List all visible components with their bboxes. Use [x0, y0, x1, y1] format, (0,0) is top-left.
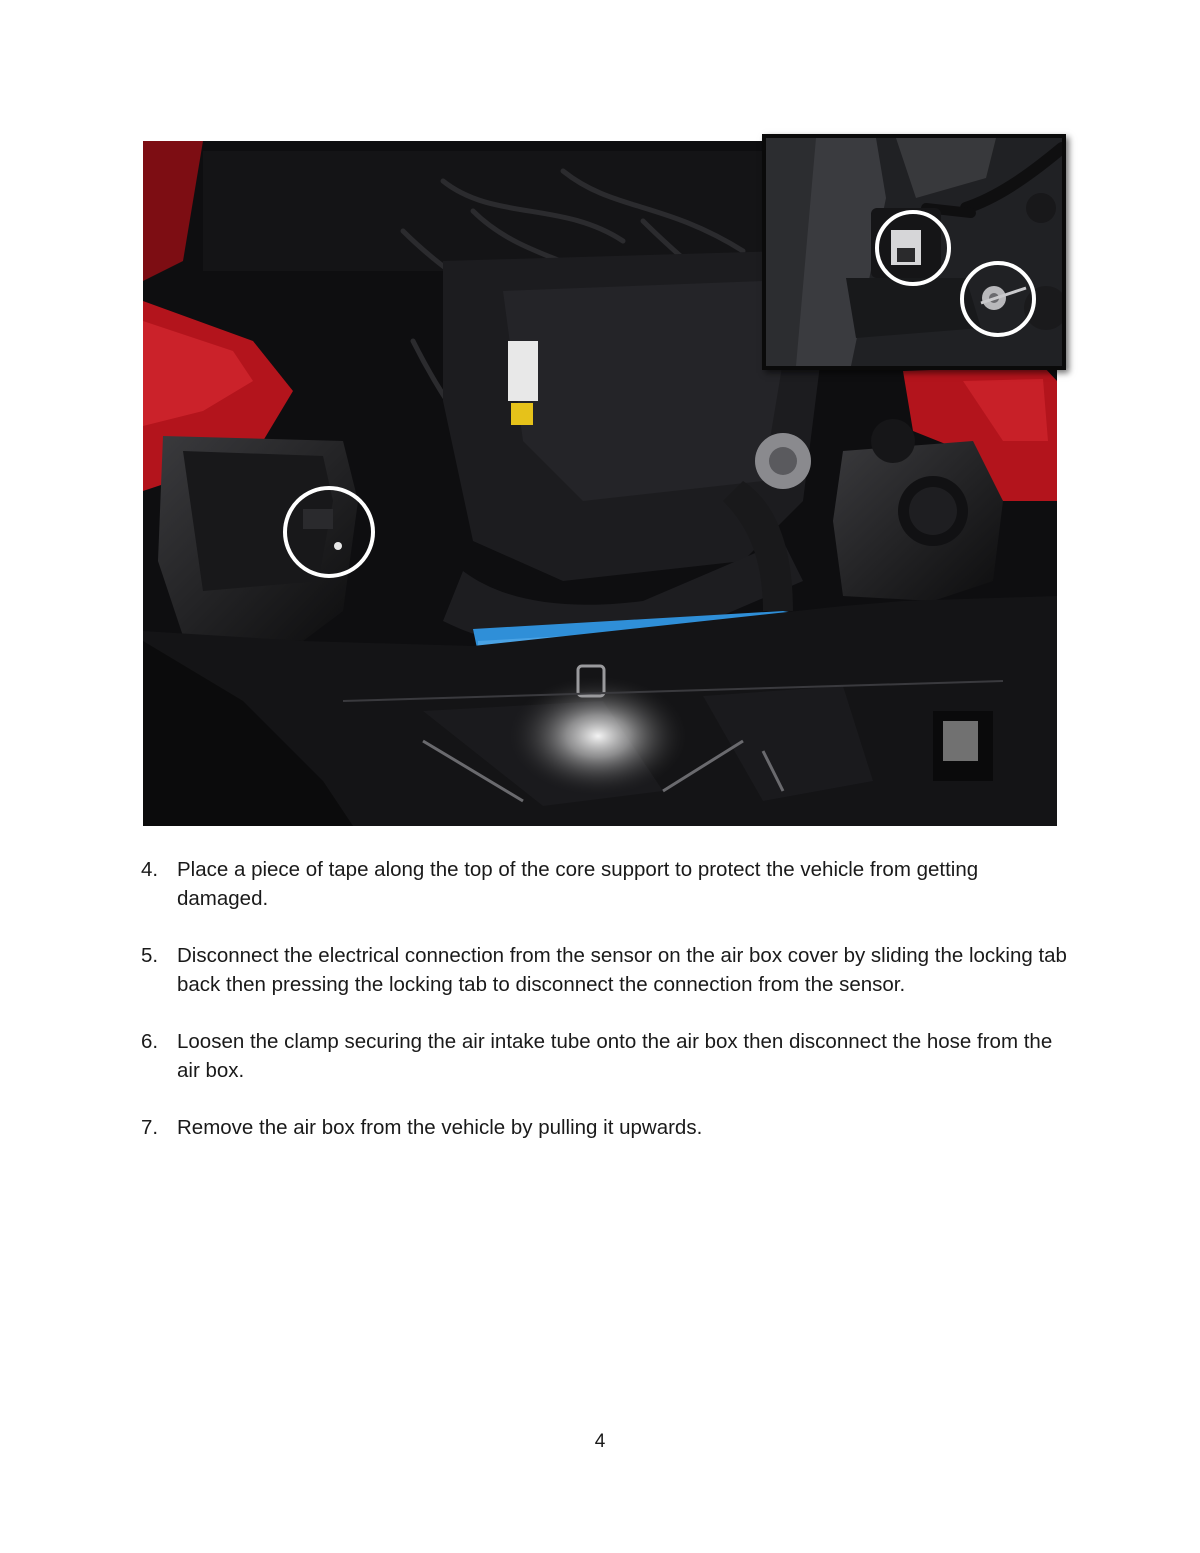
warning-label	[508, 341, 538, 401]
step-number: 4.	[141, 858, 159, 881]
inset-closeup-illustration	[766, 138, 1062, 366]
page-number: 4	[594, 1431, 606, 1452]
step-text: Place a piece of tape along the top of the core support to protect the vehicle from getting damaged.	[177, 858, 979, 910]
step-text: Remove the air box from the vehicle by pulling it upwards.	[177, 1116, 703, 1139]
instruction-steps	[141, 856, 1071, 1172]
step-text: Loosen the clamp securing the air intake tube onto the air box then disconnect the hose from the air box.	[177, 1030, 1053, 1082]
step-number: 5.	[141, 944, 159, 967]
step-text: Disconnect the electrical connection from the sensor on the air box cover by sliding the locking tab back then pressing the locking tab to disconnect the connection from the sensor.	[177, 944, 1067, 996]
inset-closeup-photo	[762, 134, 1066, 370]
step-item	[141, 1114, 1071, 1143]
step-item	[141, 856, 1071, 913]
step-number: 6.	[141, 1030, 159, 1053]
caution-label	[511, 403, 533, 425]
step-item	[141, 942, 1071, 999]
step-item	[141, 1028, 1071, 1085]
step-number: 7.	[141, 1116, 159, 1139]
